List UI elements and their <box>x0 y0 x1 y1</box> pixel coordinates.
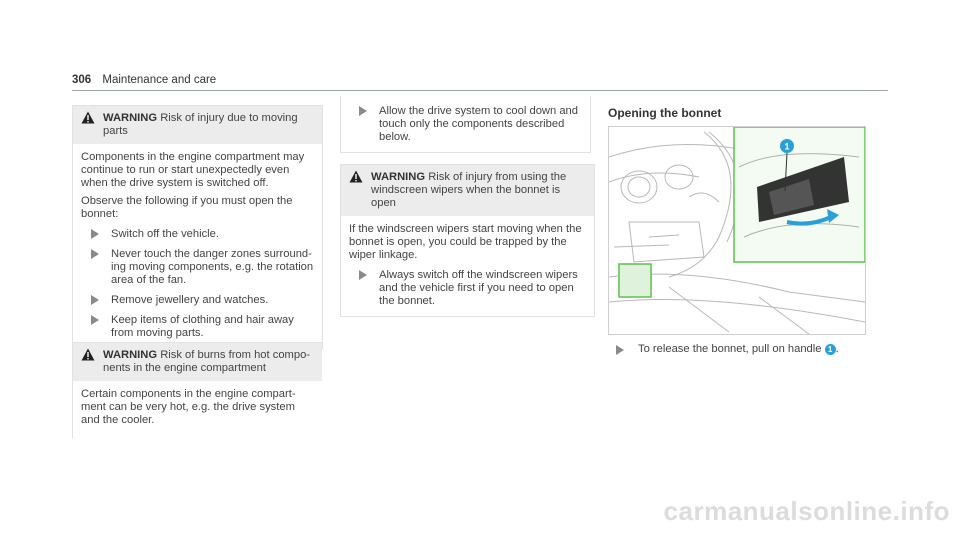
warning-label: WARNING <box>103 112 158 124</box>
arrow-bullet-icon <box>91 315 99 325</box>
list-item: Remove jewellery and watches. <box>81 294 314 307</box>
warning-header <box>73 106 322 144</box>
arrow-bullet-icon <box>91 249 99 259</box>
warning-triangle-icon <box>349 170 363 183</box>
section-heading: Opening the bonnet <box>608 106 722 120</box>
warning-triangle-icon <box>81 111 95 124</box>
list-item: Keep items of clothing and hair away from moving parts. <box>81 314 314 340</box>
page-header <box>72 74 216 86</box>
arrow-bullet-icon <box>91 295 99 305</box>
warning-label: WARNING <box>103 349 158 361</box>
watermark: carmanualsonline.info <box>663 496 950 526</box>
warning-hot-components <box>72 342 322 438</box>
bonnet-release-illustration <box>608 126 866 335</box>
warning-text: If the windscreen wipers start moving when the bonnet is open, you could be trapped by the wiper linkage. <box>349 223 582 261</box>
arrow-bullet-icon <box>616 345 624 355</box>
dashboard-drawing <box>609 127 865 334</box>
warning-header <box>73 343 322 381</box>
warning-text: Components in the engine compartment may continue to run or start unexpectedly even when the drive system is switched off. <box>81 151 305 189</box>
warning-title: Risk of injury due to moving parts <box>103 112 298 137</box>
arrow-bullet-icon <box>359 270 367 280</box>
list-item: Allow the drive system to cool down and touch only the components described below. <box>349 105 582 144</box>
list-item: Switch off the vehicle. <box>81 228 314 241</box>
callout-number-label: 1 <box>784 141 790 152</box>
warning-title: Risk of injury from using the windscreen wipers when the bonnet is open <box>371 171 567 209</box>
instruction-step: To release the bonnet, pull on handle 1 . <box>608 343 839 355</box>
list-item: Never touch the danger zones surround-ing moving components, e.g. the rotation area of the fan. <box>81 248 314 287</box>
warning-wipers <box>340 164 595 317</box>
warning-text: Certain components in the engine compart-ment can be very hot, e.g. the drive system and the cooler. <box>81 388 296 426</box>
page-number: 306 <box>72 74 92 86</box>
arrow-bullet-icon <box>91 229 99 239</box>
continued-list <box>340 96 591 153</box>
list-item: Always switch off the windscreen wipers and the vehicle first if you need to open the bonnet. <box>349 269 586 308</box>
step-text: To release the bonnet, pull on handle <box>638 343 822 355</box>
warning-label: WARNING <box>371 171 426 183</box>
warning-triangle-icon <box>81 348 95 361</box>
warning-moving-parts <box>72 105 323 349</box>
callout-number-icon: 1 <box>825 344 836 355</box>
warning-title: Risk of burns from hot compo-nents in the engine compartment <box>103 349 311 374</box>
warning-header <box>341 165 594 216</box>
warning-text: Observe the following if you must open the bonnet: <box>81 195 293 220</box>
header-rule <box>72 90 888 91</box>
section-title: Maintenance and care <box>102 74 217 86</box>
arrow-bullet-icon <box>359 106 367 116</box>
